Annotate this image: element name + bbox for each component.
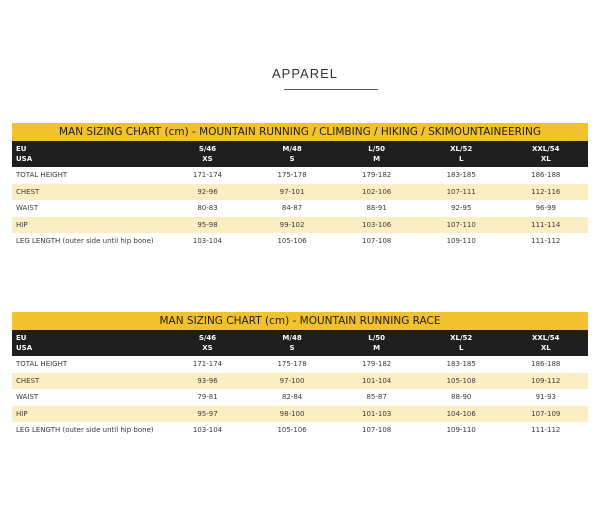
size-column-header (250, 141, 335, 167)
table-cell: 105-106 (277, 237, 307, 246)
size-column-header (419, 330, 504, 356)
size-usa: XS (202, 155, 213, 163)
size-usa: XS (202, 344, 213, 352)
table-cell: 171-174 (192, 171, 223, 180)
table-cell: 112-116 (531, 187, 561, 196)
size-column-header (250, 330, 335, 356)
table-header-row (12, 141, 588, 167)
table-cell: 186-188 (531, 171, 561, 180)
table-header-row (12, 330, 588, 356)
row-label: LEG LENGTH (outer side until hip bone) (16, 237, 154, 246)
table-cell: 105-106 (277, 426, 307, 435)
row-label: HIP (16, 220, 28, 229)
table-cell: 96-99 (535, 204, 556, 213)
chart-title: MAN SIZING CHART (cm) - MOUNTAIN RUNNING RACE (12, 312, 588, 330)
table-row (12, 406, 588, 423)
table-cell: 85-87 (366, 393, 387, 402)
table-row (12, 184, 588, 201)
size-usa: S (289, 344, 295, 352)
table-cell: 103-106 (362, 220, 392, 229)
table-cell: 109-110 (446, 237, 476, 246)
table-cell: 97-100 (279, 376, 305, 385)
row-label: WAIST (16, 393, 39, 402)
header-label-cell (12, 141, 165, 167)
size-eu: M/48 (282, 145, 302, 153)
table-row (12, 217, 588, 234)
table-row (12, 389, 588, 406)
table-cell: 103-104 (192, 426, 223, 435)
table-row (12, 167, 588, 184)
table-row (12, 422, 588, 439)
table-cell: 111-112 (531, 426, 561, 435)
table-cell: 79-81 (197, 393, 218, 402)
page-title: APPAREL (271, 66, 338, 81)
table-cell: 88-91 (366, 204, 387, 213)
table-cell: 171-174 (192, 360, 223, 369)
table-cell: 102-106 (362, 187, 392, 196)
table-cell: 93-96 (197, 376, 218, 385)
size-usa: S (289, 155, 295, 163)
sizing-chart-race (12, 312, 588, 439)
table-cell: 95-97 (197, 409, 218, 418)
size-column-header (419, 141, 504, 167)
table-cell: 175-178 (277, 171, 307, 180)
chart-title: MAN SIZING CHART (cm) - MOUNTAIN RUNNING / CLIMBING / HIKING / SKIMOUNTAINEERING (12, 123, 588, 141)
table-cell: 186-188 (531, 360, 561, 369)
table-cell: 107-110 (446, 220, 476, 229)
row-label: HIP (16, 409, 28, 418)
row-label: CHEST (16, 376, 40, 385)
table-cell: 107-108 (362, 426, 392, 435)
table-cell: 104-106 (446, 409, 476, 418)
table-cell: 111-112 (531, 237, 561, 246)
title-underline (284, 89, 378, 90)
size-column-header (503, 141, 588, 167)
table-cell: 175-178 (277, 360, 307, 369)
table-cell: 97-101 (279, 187, 305, 196)
row-label: TOTAL HEIGHT (16, 171, 68, 180)
row-label: CHEST (16, 187, 40, 196)
row-label: WAIST (16, 204, 39, 213)
size-eu: S/46 (198, 334, 217, 342)
header-usa-label: USA (16, 344, 33, 352)
table-cell: 183-185 (446, 360, 476, 369)
table-cell: 91-93 (535, 393, 556, 402)
table-cell: 99-102 (279, 220, 305, 229)
table-cell: 82-84 (281, 393, 303, 402)
table-cell: 80-83 (197, 204, 218, 213)
header-label-cell (12, 330, 165, 356)
table-cell: 95-98 (197, 220, 218, 229)
table-cell: 105-108 (446, 376, 476, 385)
sizing-chart-general (12, 123, 588, 250)
size-eu: XXL/54 (531, 145, 560, 153)
size-column-header (165, 330, 250, 356)
size-eu: XXL/54 (531, 334, 560, 342)
size-eu: XL/52 (450, 145, 473, 153)
size-column-header (503, 330, 588, 356)
size-eu: S/46 (198, 145, 217, 153)
row-label: LEG LENGTH (outer side until hip bone) (16, 426, 154, 435)
size-eu: L/50 (368, 145, 385, 153)
table-cell: 107-109 (531, 409, 561, 418)
table-cell: 109-112 (531, 376, 561, 385)
table-cell: 179-182 (362, 360, 392, 369)
table-cell: 103-104 (192, 237, 223, 246)
header-usa-label: USA (16, 155, 33, 163)
size-eu: M/48 (282, 334, 302, 342)
header-eu-label: EU (16, 334, 27, 342)
table-row (12, 356, 588, 373)
header-eu-label: EU (16, 145, 27, 153)
size-eu: L/50 (368, 334, 385, 342)
table-cell: 88-90 (451, 393, 472, 402)
table-row (12, 200, 588, 217)
table-cell: 84-87 (281, 204, 303, 213)
table-cell: 101-104 (362, 376, 392, 385)
size-usa: XL (540, 155, 551, 163)
table-cell: 179-182 (362, 171, 392, 180)
table-cell: 111-114 (531, 220, 561, 229)
size-usa: M (373, 344, 381, 352)
table-cell: 92-96 (197, 187, 218, 196)
size-usa: XL (540, 344, 551, 352)
table-cell: 98-100 (279, 409, 305, 418)
table-row (12, 373, 588, 390)
size-column-header (334, 330, 419, 356)
size-column-header (334, 141, 419, 167)
table-cell: 183-185 (446, 171, 476, 180)
row-label: TOTAL HEIGHT (16, 360, 68, 369)
size-eu: XL/52 (450, 334, 473, 342)
table-cell: 107-108 (362, 237, 392, 246)
table-cell: 101-103 (362, 409, 392, 418)
size-column-header (165, 141, 250, 167)
table-cell: 92-95 (451, 204, 472, 213)
table-cell: 107-111 (446, 187, 476, 196)
table-row (12, 233, 588, 250)
size-usa: L (458, 344, 464, 352)
size-usa: L (458, 155, 464, 163)
table-cell: 109-110 (446, 426, 476, 435)
size-usa: M (373, 155, 381, 163)
